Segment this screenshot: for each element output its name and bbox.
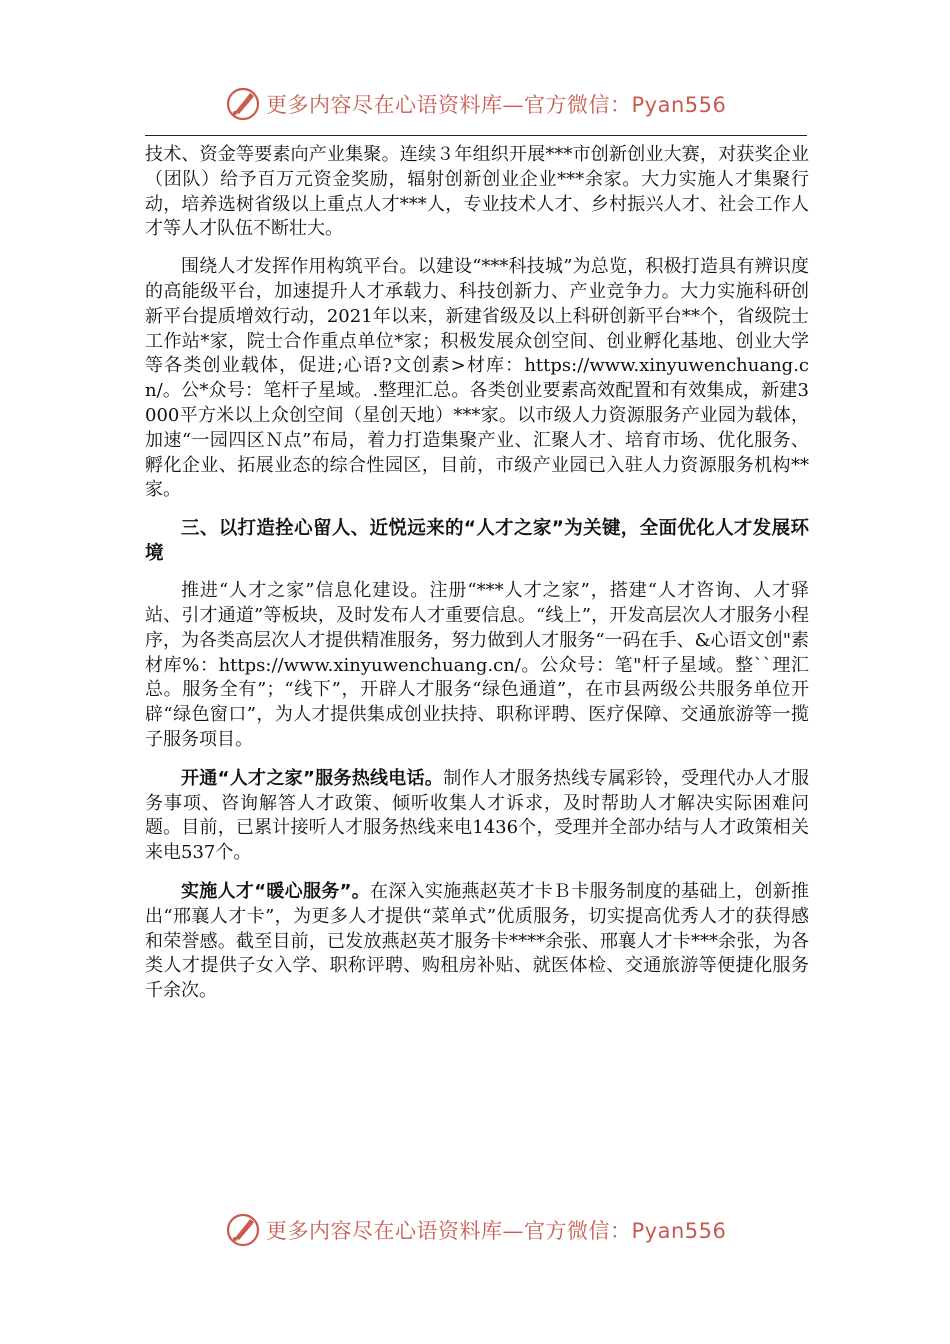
header-watermark	[226, 84, 726, 124]
paragraph-5	[145, 880, 809, 1004]
watermark-text: 更多内容尽在心语资料库—官方微信：	[266, 1219, 632, 1243]
footer-watermark	[226, 1210, 726, 1250]
watermark-text: 更多内容尽在心语资料库—官方微信：	[266, 93, 632, 117]
section-heading-3: 三、以打造拴心留人、近悦远来的“人才之家”为关键，全面优化人才发展环境	[145, 518, 809, 565]
paragraph-4-lead: 开通“人才之家”服务热线电话。	[181, 767, 444, 789]
paragraph-5-body: 在深入实施燕赵英才卡Ｂ卡服务制度的基础上，创新推出“邢襄人才卡”，为更多人才提供“菜单式”优质服务，切实提高优秀人才的获得感和荣誉感。截至目前，已发放燕赵英才服务卡****余张、邢襄人才卡***余张，为各类人才提供子女入学、职称评聘、购租房补贴、就医体检、交通旅游等便捷化服务千余次。	[145, 880, 809, 1002]
header-divider	[145, 135, 807, 136]
watermark-wechat-id: Pyan556	[631, 1219, 727, 1243]
watermark-wechat-id: Pyan556	[631, 93, 727, 117]
document-body	[145, 143, 809, 1004]
paragraph-4	[145, 767, 809, 866]
pen-nib-logo-icon	[226, 87, 260, 121]
paragraph-4-body: 制作人才服务热线专属彩铃，受理代办人才服务事项、咨询解答人才政策、倾听收集人才诉求，及时帮助人才解决实际困难问题。目前，已累计接听人才服务热线来电1436个，受理并全部办结与人才政策相关来电537个。	[145, 767, 809, 864]
paragraph-2: 围绕人才发挥作用构筑平台。以建设“***科技城”为总览，积极打造具有辨识度的高能级平台，加速提升人才承载力、科技创新力、产业竞争力。大力实施科研创新平台提质增效行动，2021年以来，新建省级及以上科研创新平台**个，省级院士工作站*家，院士合作重点单位*家；积极发展众创空间、创业孵化基地、创业大学等各类创业载体，促进;心语?文创素>材库：https://www.xinyuwenchuang.cn/。公*众号：笔杆子星域。.整理汇总。各类创业要素高效配置和有效集成，新建3000平方米以上众创空间（星创天地）***家。以市级人力资源服务产业园为载体，加速“一园四区Ｎ点”布局，着力打造集聚产业、汇聚人才、培育市场、优化服务、孵化企业、拓展业态的综合性园区，目前，市级产业园已入驻人力资源服务机构**家。	[145, 256, 809, 501]
paragraph-5-lead: 实施人才“暖心服务”。	[181, 880, 371, 902]
pen-nib-logo-icon	[226, 1213, 260, 1247]
paragraph-1: 技术、资金等要素向产业集聚。连续３年组织开展***市创新创业大赛，对获奖企业（团队）给予百万元资金奖励，辐射创新创业企业***余家。大力实施人才集聚行动，培养选树省级以上重点人才***人，专业技术人才、乡村振兴人才、社会工作人才等人才队伍不断壮大。	[145, 144, 809, 240]
paragraph-3: 推进“人才之家”信息化建设。注册“***人才之家”，搭建“人才咨询、人才驿站、引才通道”等板块，及时发布人才重要信息。“线上”，开发高层次人才服务小程序，为各类高层次人才提供精准服务，努力做到人才服务“一码在手、&心语文创"素材库%：https://www.xinyuwenchuang.cn/。公众号：笔"杆子星域。整``理汇总。服务全有”；“线下”，开辟人才服务“绿色通道”，在市县两级公共服务单位开辟“绿色窗口”，为人才提供集成创业扶持、职称评聘、医疗保障、交通旅游等一揽子服务项目。	[145, 580, 809, 750]
